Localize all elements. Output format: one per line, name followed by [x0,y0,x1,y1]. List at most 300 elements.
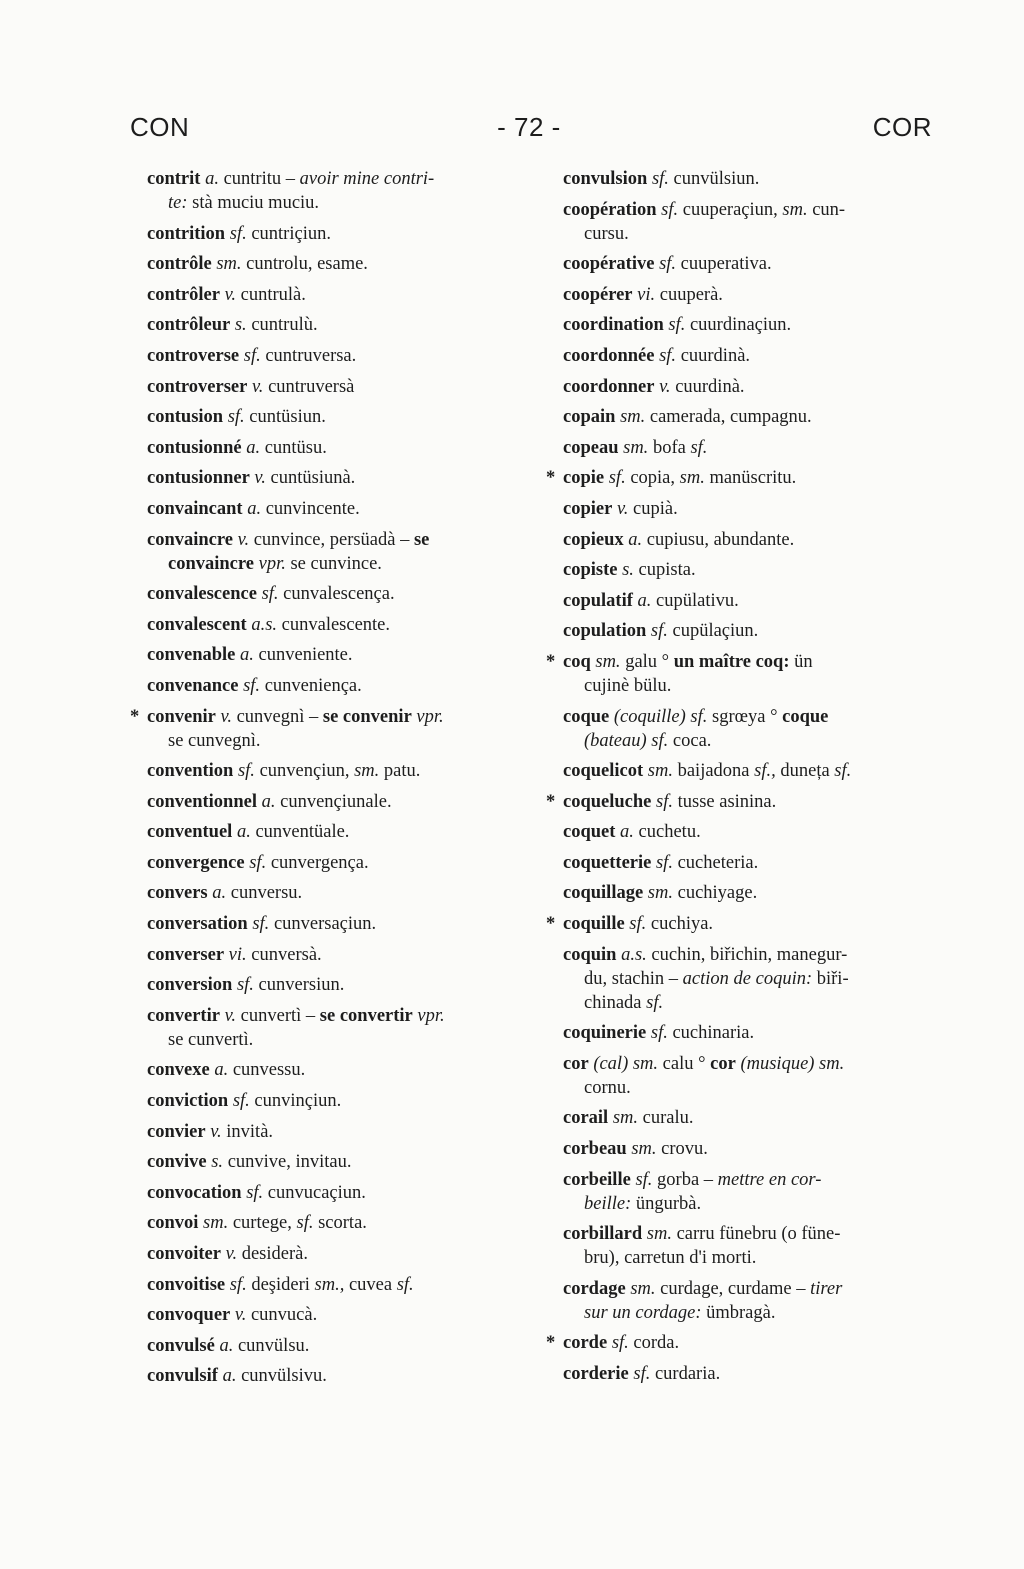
definition-text: cuntrulà. [236,284,306,305]
grammar-label: vi. [228,944,247,965]
definition-text: cunvive, invitau. [223,1152,352,1173]
dictionary-entry [147,167,519,215]
dictionary-entry [147,344,519,368]
entry-line [563,530,794,550]
entry-line [147,883,302,903]
definition-text: cunvertì – [236,1005,320,1026]
grammar-label: sf. [236,975,254,996]
definition-text: cuurdinà. [670,376,745,397]
dictionary-entry [563,1168,935,1216]
entry-line [563,792,776,812]
star-marker: * [546,1333,556,1354]
definition-text: copia, [625,468,680,489]
definition-text: cunvinçiun. [249,1091,342,1112]
grammar-label: action de coquin: [682,968,813,989]
dictionary-entry [147,1089,519,1113]
headword: coquille [563,914,625,935]
headword: coquelicot [563,761,644,782]
grammar-label: v. [234,1305,247,1326]
entry-line [147,792,392,812]
entry-line [147,975,344,995]
definition-text: cuntüsiun. [244,407,326,428]
grammar-label: sf. [249,852,267,873]
grammar-label: a. [205,169,219,189]
headword: convaincre [147,529,233,550]
dictionary-entry [147,643,519,667]
dictionary-entry [147,528,519,576]
headword: corderie [563,1364,629,1384]
entry-continuation [563,1246,935,1270]
dictionary-entry [147,582,519,606]
dictionary-entry [546,466,935,490]
headword: conversation [147,914,248,935]
definition-text: camerada, cumpagnu. [645,407,812,428]
grammar-label: te: [168,193,188,213]
grammar-label: sf. [651,169,669,189]
definition-text: cupista. [633,560,696,581]
headword: convoquer [147,1305,231,1326]
dictionary-entry [147,1242,519,1266]
entry-continuation [147,1028,519,1052]
headword: contrôler [147,284,220,305]
grammar-label: sf. [655,852,673,873]
grammar-label: v. [254,468,266,489]
headword: corail [563,1108,609,1129]
headword: conventuel [147,822,233,843]
entry-line [563,1279,842,1299]
grammar-label: s. [622,560,634,581]
grammar-label: sf. [629,914,647,935]
headword: coque [563,706,610,727]
grammar-label: a. [261,791,276,812]
dictionary-entry [147,1211,519,1235]
star-marker: * [130,706,140,727]
headword: convergence [147,852,245,873]
grammar-label: sm. [647,761,673,782]
definition-text: galu ° [620,651,674,672]
grammar-label: sf. [650,1023,668,1044]
headword: se [413,529,430,550]
headword: contrition [147,223,226,244]
dictionary-entry [563,198,935,246]
headword: convenance [147,675,239,696]
headword: converser [147,944,225,965]
dictionary-entry [563,881,935,905]
definition-text: bofa [648,437,691,458]
grammar-label: sf. [650,621,668,642]
entry-line [563,883,757,903]
grammar-label: v. [210,1121,222,1142]
definition-text: cunversu. [226,883,303,904]
dictionary-entry [563,759,935,783]
grammar-label: sf. [227,407,245,428]
headword: contusionner [147,468,250,489]
definition-text: cunvülsiun. [668,169,760,189]
grammar-label: v. [224,1005,237,1026]
headword: coquillage [563,883,644,904]
definition-text: desiderà. [237,1244,308,1264]
dictionary-entry [147,222,519,246]
definition-text: cuntüsiunà. [265,468,356,489]
grammar-label: sf. [633,1364,651,1384]
entry-line [563,591,739,611]
dictionary-entry [147,1004,519,1052]
headword: coordination [563,315,664,336]
grammar-label: a. [212,883,227,904]
grammar-label: a. [246,437,261,458]
entry-continuation [563,729,935,753]
grammar-label: sm. [354,761,380,782]
dictionary-entry [563,313,935,337]
definition-text: cunvergença. [266,852,369,873]
entry-line [147,346,356,366]
definition-text: sgrœya ° [707,706,783,727]
grammar-label: sf. [246,1182,264,1203]
headword: copiste [563,560,618,581]
headword: convexe [147,1060,210,1081]
definition-text: cuntruversà [263,376,355,397]
entry-line [147,1366,327,1386]
grammar-label: v. [225,1244,238,1264]
entry-line [563,652,813,672]
grammar-label: sf. [261,584,279,605]
entry-line [563,914,713,934]
grammar-label: sf. [608,468,626,489]
definition-text: cunversaçiun. [269,914,377,935]
grammar-label: a. [222,1366,237,1387]
grammar-label: sf. [252,914,270,935]
headword: corbeau [563,1139,627,1160]
entry-line [147,169,434,189]
headword: convulsé [147,1335,215,1356]
dictionary-entry [147,790,519,814]
headword: coordonnée [563,345,655,366]
grammar-label: v. [616,498,629,519]
definition-text: stà muciu muciu. [187,193,320,213]
headword: convaincre [168,553,254,574]
headword: cordage [563,1278,626,1299]
dictionary-entry [563,589,935,613]
definition-text: tusse asinina. [672,791,777,812]
dictionary-entry [563,1052,935,1100]
headword: convenir [147,706,216,727]
definition-text: cuurdinaçiun. [685,315,792,336]
star-marker: * [546,914,556,935]
headword: convoiter [147,1244,221,1264]
definition-text: scorta. [313,1213,367,1234]
definition-text: deşideri [246,1274,315,1295]
headword: convention [147,761,234,782]
dictionary-entry [147,820,519,844]
entry-line [563,407,812,427]
grammar-label: (bateau) sf. [584,730,669,751]
grammar-label: a. [219,1335,234,1356]
definition-text: se cunvince. [285,553,382,574]
definition-text: carru fünebru (o füne- [671,1224,841,1245]
grammar-label: s. [234,315,247,336]
entry-line [147,1244,308,1264]
definition-text: cupià. [628,498,678,519]
grammar-label: a.s. [251,614,278,635]
entry-line [147,945,322,965]
definition-text: du, stachin – [584,968,683,989]
dictionary-entry [147,405,519,429]
dictionary-entry [147,1303,519,1327]
dictionary-entry [147,283,519,307]
definition-text: üngurbà. [631,1193,702,1214]
grammar-label: (coquille) sf. [613,706,708,727]
page-number: - 72 - [497,112,561,142]
headword: convalescent [147,614,247,635]
entry-line [563,468,796,488]
entry-line [147,1183,366,1203]
definition-text: calu ° [658,1053,711,1074]
definition-text: cupülativu. [651,590,739,611]
grammar-label: sf. [690,437,708,458]
dictionary-entry [147,313,519,337]
definition-text: cursu. [584,223,629,244]
headword: convoitise [147,1274,226,1295]
grammar-label: (cal) sm. [593,1053,659,1074]
grammar-label: a. [240,645,254,666]
entry-line [147,1060,305,1080]
entry-line [563,761,851,781]
definition-text: manüscritu. [704,468,797,489]
grammar-label: v. [220,706,232,727]
entry-line [147,1152,352,1172]
grammar-label: sf. [834,761,852,782]
definition-text: cunvessu. [228,1060,306,1081]
entry-line [147,285,306,305]
definition-text: cunvençiunale. [275,791,392,812]
definition-text: cunvülsivu. [236,1366,327,1387]
definition-text: cun- [807,199,846,220]
grammar-label: sf. [659,254,677,275]
headword: convenable [147,645,236,666]
definition-text: cuuperaçiun, [678,199,783,220]
grammar-label: sm. [631,1139,657,1160]
entry-line [563,945,847,965]
entry-line [147,438,327,458]
definition-text: cuchinaria. [667,1023,755,1044]
dictionary-entry [563,820,935,844]
grammar-label: sf. [635,1169,653,1190]
dictionary-entry [546,912,935,936]
headword: contrit [147,169,201,189]
grammar-label: sf. [229,223,247,244]
definition-text: cuchin, biřichin, manegur- [646,944,848,965]
grammar-label: sm. [203,1213,229,1234]
grammar-label: a. [214,1060,229,1081]
definition-text: cuchiya. [646,914,714,935]
entry-line [147,407,326,427]
dictionary-entry [147,497,519,521]
grammar-label: (musique) sm. [740,1053,845,1074]
entry-line [147,254,368,274]
grammar-label: sm. [646,1224,672,1245]
entry-line [147,224,331,244]
headword: copeau [563,437,619,458]
headword: se convertir [319,1005,413,1026]
grammar-label: v. [659,376,671,397]
headword: conversion [147,975,233,996]
entry-line [563,169,759,189]
definition-text: coca. [668,730,712,751]
dictionary-entry [563,1021,935,1045]
headword: contusionné [147,437,242,458]
entry-line [147,1275,414,1295]
headword: convocation [147,1182,242,1203]
right-column [546,167,935,1393]
definition-text: cupülaçiun. [667,621,759,642]
entry-line [147,1122,273,1142]
dictionary-entry [563,252,935,276]
dictionary-entry [546,1331,935,1355]
entry-line [147,1006,445,1026]
entry-line [563,853,758,873]
definition-text: cunvençiun, [254,761,355,782]
definition-text: crovu. [656,1139,708,1160]
dictionary-entry [563,1106,935,1130]
headword: un maître coq: [673,651,790,672]
entry-line [147,853,369,873]
entry-line [563,1139,708,1159]
grammar-label: sf. [668,315,686,336]
headword: controverser [147,376,248,397]
headword: convier [147,1121,206,1142]
definition-text: cuvea [344,1274,397,1295]
grammar-label: a. [236,822,251,843]
entry-line [147,377,354,397]
entry-line [147,315,318,335]
entry-line [147,499,360,519]
entry-line [563,499,678,519]
dictionary-entry [147,759,519,783]
definition-text: curdage, curdame – [655,1278,811,1299]
dictionary-entry [563,528,935,552]
dictionary-entry [563,705,935,753]
grammar-label: vpr. [416,706,444,727]
grammar-label: sm. [623,437,649,458]
entry-line [147,676,362,696]
headword: copain [563,407,616,428]
dictionary-entry [563,1137,935,1161]
star-marker: * [546,468,556,489]
definition-text: corda. [628,1333,680,1354]
definition-text: curalu. [638,1108,694,1129]
headword: coquin [563,944,617,965]
definition-text: cunvince, persüadà – [249,529,414,550]
entry-line [147,822,349,842]
entry-line [147,468,355,488]
definition-text: cuurdinà. [676,345,751,366]
dictionary-entry [147,973,519,997]
dictionary-entry [563,405,935,429]
headword: convers [147,883,208,904]
definition-text: cunvucaçiun. [263,1182,366,1203]
grammar-label: sm. [216,254,242,275]
headword: copier [563,498,613,519]
definition-text: cupiusu, abundante. [642,529,795,550]
entry-line [147,1305,317,1325]
entry-line [563,377,745,397]
dictionary-entry [147,375,519,399]
grammar-label: mettre en cor- [717,1169,822,1190]
grammar-label: sf. [243,675,261,696]
entry-line [563,1108,694,1128]
definition-text: curtege, [228,1213,297,1234]
grammar-label: sf. [656,791,673,812]
grammar-label: sf. [611,1333,629,1354]
definition-text: cuntüsu. [260,437,327,458]
grammar-label: a. [628,529,643,550]
headword: convive [147,1152,207,1173]
headword: copieux [563,529,624,550]
definition-text: gorba – [652,1169,718,1190]
definition-text: invità. [221,1121,274,1142]
grammar-label: s. [211,1152,224,1173]
definition-text: cunveniente. [253,645,353,666]
dictionary-entry [546,650,935,698]
dictionary-entry [147,1334,519,1358]
definition-text: patu. [379,761,421,782]
grammar-label: v. [251,376,264,397]
definition-text: cornu. [584,1077,631,1098]
entry-line [563,1023,754,1043]
entry-line [563,822,701,842]
definition-text: cuntruversa. [260,345,357,366]
headword: convoi [147,1213,199,1234]
grammar-label: v. [224,284,237,305]
dictionary-entry [563,1222,935,1270]
grammar-label: v. [237,529,250,550]
dictionary-entry [147,466,519,490]
headword: se convenir [322,706,412,727]
dictionary-entry [563,943,935,1015]
definition-text: cuntrolu, esame. [241,254,368,275]
entry-line [563,315,791,335]
entry-continuation [147,552,519,576]
definition-text: baijadona [672,761,755,782]
entry-line [147,530,429,550]
grammar-label: sm. [612,1108,639,1129]
entry-line [147,1336,309,1356]
entry-line [563,1054,844,1074]
grammar-label: sf. [243,345,261,366]
entry-line [563,1333,679,1353]
dictionary-entry [563,436,935,460]
dictionary-entry [147,1181,519,1205]
definition-text: ün [789,651,813,672]
entry-continuation [563,991,935,1015]
grammar-label: sf. [237,761,255,782]
entry-line [563,1224,840,1244]
entry-line [563,254,772,274]
headword: contrôle [147,254,212,275]
definition-text: bru), carretun d'i morti. [584,1248,757,1269]
grammar-label: sf. [661,199,679,220]
running-head-right: COR [872,112,932,142]
entry-line [563,200,845,220]
definition-text: duneța [775,761,835,782]
grammar-label: sf. [232,1091,250,1112]
definition-text: cunvalescença. [278,584,395,605]
entry-continuation [147,191,519,215]
entry-line [147,1213,367,1233]
entry-line [563,1364,720,1384]
grammar-label: sm. [647,883,673,904]
headword: copulation [563,621,647,642]
